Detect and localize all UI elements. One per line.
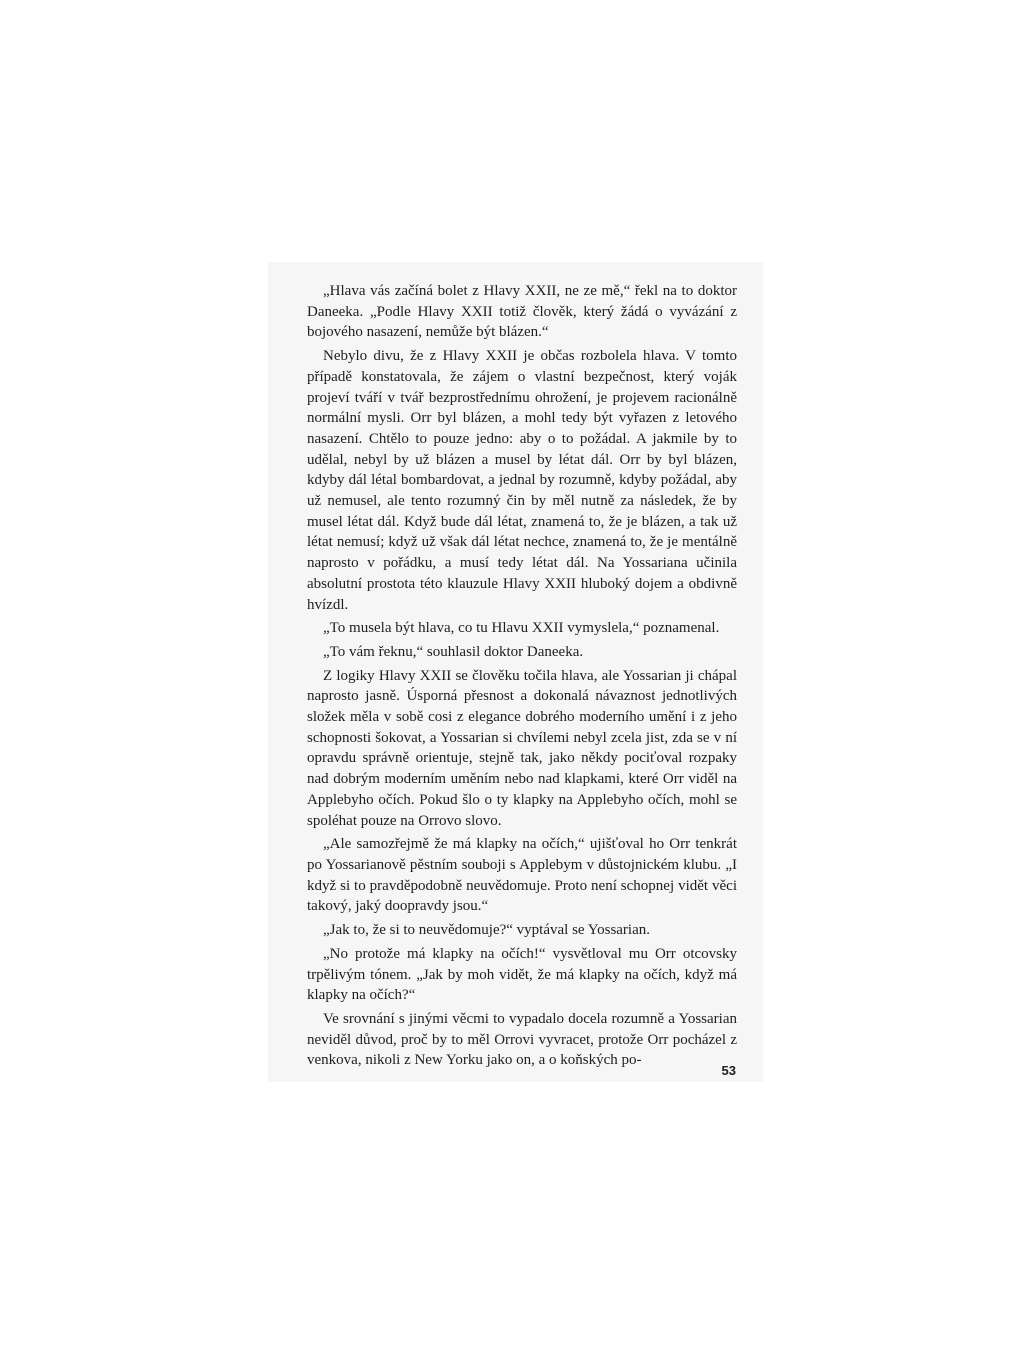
page-number: 53 <box>721 1063 736 1078</box>
paragraph: „To musela být hlava, co tu Hlavu XXII vymyslela,“ poznamenal. <box>323 620 720 637</box>
paragraph: Ve srovnání s jinými věcmi to vypadalo docela rozumně a Yossarian neviděl důvod, proč by to měl Orrovi vyvracet, protože Orr pocházel z venkova, nikoli z New Yorku jako on, a o koňských po- <box>307 1010 737 1069</box>
paragraph: Nebylo divu, že z Hlavy XXII je občas rozbolela hlava. V tomto případě konstatovala, že zájem o vlastní bezpečnost, který voják projeví tváří v tvář bezprostřednímu ohrožení, je projevem racionálně normální mysli. Orr byl blázen, a mohl tedy být vyřazen z letového nasazení. Chtělo to pouze jedno: aby o to požádal. A jakmile by to udělal, nebyl by už blázen a musel by létat dál. Orr by byl blázen, kdyby dál létal bombardovat, a jednal by rozumně, kdyby požádal, aby už nemusel, ale tento rozumný čin by měl nutně za následek, že by musel létat dál. Když bude dál létat, znamená to, že je blázen, a tak už létat nemusí; když už však dál létat nechce, znamená to, že je mentálně naprosto v pořádku, a musí tedy létat dál. Na Yossariana učinila absolutní prostota této klauzule Hlavy XXII hluboký dojem a obdivně hvízdl. <box>307 348 737 613</box>
paragraph: „Hlava vás začíná bolet z Hlavy XXII, ne ze mě,“ řekl na to doktor Daneeka. „Podle Hlavy XXII totiž člověk, který žádá o vyvázání z bojového nasazení, nemůže být blázen.“ <box>307 283 737 341</box>
paragraph: „To vám řeknu,“ souhlasil doktor Daneeka. <box>323 643 584 660</box>
paragraph: „No protože má klapky na očích!“ vysvětloval mu Orr otcovsky trpělivým tónem. „Jak by moh vidět, že má klapky na očích, když má klapky na očích?“ <box>307 945 737 1004</box>
paragraph: „Jak to, že si to neuvědomuje?“ vyptával se Yossarian. <box>323 922 651 939</box>
paragraph: „Ale samozřejmě že má klapky na očích,“ ujišťoval ho Orr tenkrát po Yossarianově pěstním souboji s Applebym v důstojnickém klubu. „I když si to pravděpodobně neuvědomuje. Proto není schopnej vidět věci takový, jaký doopravdy jsou.“ <box>307 836 737 915</box>
paragraph: Z logiky Hlavy XXII se člověku točila hlava, ale Yossarian ji chápal naprosto jasně. Úsporná přesnost a dokonalá návaznost jednotlivých složek měla v sobě cosi z elegance dobrého moderního umění i z jeho schopnosti šokovat, a Yossarian si chvílemi nebyl zcela jist, zda se v ní opravdu správně orientuje, stejně tak, jako někdy pociťoval rozpaky nad dobrým moderním uměním nebo nad klapkami, které Orr viděl na Applebyho očích. Pokud šlo o ty klapky na Applebyho očích, mohl se spoléhat pouze na Orrovo slovo. <box>307 667 737 829</box>
body-text <box>307 281 737 1074</box>
